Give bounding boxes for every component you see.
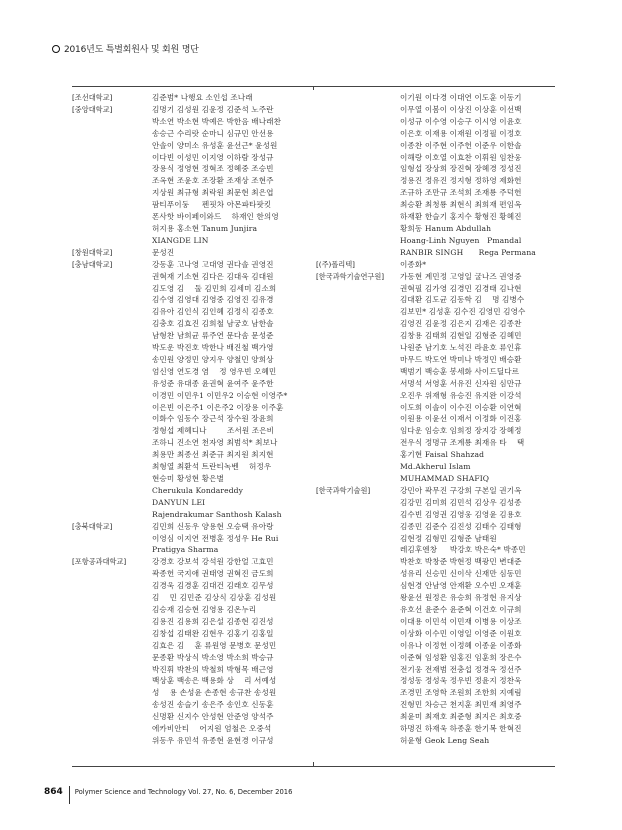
member-name-row: 최윤미 최재호 최준형 최지은 최호중 <box>400 712 522 722</box>
member-name-row: 성 용 손성윤 손종현 송규찬 송성원 <box>152 688 277 698</box>
member-names <box>152 92 312 104</box>
member-section <box>72 104 312 247</box>
member-name-row: 강경호 강보석 강석원 강한얼 고효민 <box>152 557 274 567</box>
member-name-row: 이상화 이수민 이영일 이영준 이원호 <box>400 628 522 638</box>
member-name-row: 이준혁 임성환 임홍진 임훈희 장은수 <box>400 652 522 662</box>
member-name-row: 남형찬 남희균 류주연 문다솜 문성준 <box>152 331 274 341</box>
member-name-row: 조하니 진소연 천자영 최범석* 최보나 <box>152 438 278 448</box>
member-name-row: 김용진 김용희 김은설 김종현 김진성 <box>152 616 274 626</box>
institution-label <box>316 92 400 259</box>
member-name-row: 김준범* 나행요 소인섭 조나래 <box>152 93 253 102</box>
member-name-row: 이도희 이솔이 이수진 이승환 이연혁 <box>400 402 522 412</box>
member-name-row: 김영진 김윤정 김은지 김재은 김종찬 <box>400 319 522 329</box>
page-number: 864 <box>44 787 63 797</box>
institution-label: [창원대학교] <box>72 247 113 257</box>
circle-bullet-icon <box>52 45 60 53</box>
member-name-row: 백범기 백승훈 봉세화 사이드딜다르 <box>400 366 520 376</box>
member-name-row: 김대환 김도균 김동학 김 명 김병수 <box>400 295 525 305</box>
member-name-row: 안솔이 양미소 유성훈 윤선근* 윤성원 <box>152 140 278 150</box>
member-name-row: 성유리 신승민 신이삭 신재만 심동민 <box>400 569 522 579</box>
member-name-row: 이대용 이민석 이민재 이병용 이상조 <box>400 616 522 626</box>
footer-divider <box>69 786 70 804</box>
member-name-row: 곽종헌 국지애 권태영 권혁진 금도희 <box>152 569 274 579</box>
member-name-row: 하명진 하재욱 하종훈 한기복 한혁진 <box>400 724 522 734</box>
institution-label: [(주)폴리텍] <box>316 259 355 269</box>
member-names <box>400 92 556 259</box>
member-name-row: 최용만 최종선 최준규 최지원 최지현 <box>152 450 274 460</box>
member-name-row: 이유나 이정헌 이정혜 이종윤 이종화 <box>400 640 522 650</box>
member-name-row: 임다운 임승호 임희정 장지강 장혜정 <box>400 426 522 436</box>
bottom-rule <box>72 766 555 767</box>
member-name-row: 김강민 김미희 김민석 김상우 김성종 <box>400 497 522 507</box>
member-name-row: 이성규 이수영 이승구 이시영 이윤호 <box>400 116 522 126</box>
member-name-row: 서명석 서영훈 서유진 신자원 심만규 <box>400 378 522 388</box>
member-section <box>316 259 556 271</box>
member-section <box>316 92 556 259</box>
member-name-row: 조경민 조영학 조원희 조한희 지예림 <box>400 688 522 698</box>
member-name-row: 김유아 김인식 김인혜 김정식 김종호 <box>152 307 274 317</box>
member-name-row: 김수빈 김영권 김영웅 김영윤 김용호 <box>400 509 522 519</box>
member-name-row: RANBIR SINGH Rega Permana <box>400 247 536 257</box>
member-name-row: 허지용 홍소현 Tanum Junjira <box>152 223 258 233</box>
member-name-row: 조옥현 조윤호 조장환 조재상 조현주 <box>152 176 274 186</box>
member-name-row: 강동훈 고나영 고대영 권다솔 권영진 <box>152 259 274 269</box>
member-name-row: 왕윤선 원정은 유승희 유정현 유지상 <box>400 593 522 603</box>
member-name-row: 송성진 송슬기 송은주 송인호 신동훈 <box>152 700 274 710</box>
member-name-row: 김현정 김형민 김형준 남태원 <box>400 533 497 543</box>
member-name-row: 박찬호 박창준 박현정 백광민 변대준 <box>400 557 522 567</box>
member-name-row: 김보민* 김성훈 김수진 김영민 김영수 <box>400 307 526 317</box>
right-column <box>316 92 556 747</box>
member-name-row: Cherukula Kondareddy <box>152 485 244 495</box>
member-name-row: 이경민 이민우1 이민우2 이승현 이영주* <box>152 390 288 400</box>
member-name-row: 심현경 안남영 안재환 오수빈 오재훈 <box>400 581 522 591</box>
member-name-row: 이영심 이지연 전병훈 정성우 He Rui <box>152 533 279 543</box>
member-name-row: 최형열 최환석 트란티녹벤 허정우 <box>152 462 272 472</box>
institution-label: [조선대학교] <box>72 93 113 102</box>
journal-citation: Polymer Science and Technology Vol. 27, No. 6, December 2016 <box>74 788 293 796</box>
member-name-row: Pratigya Sharma <box>152 545 219 555</box>
member-name-row: 김효은 김 훈 류원영 문병호 문성민 <box>152 640 277 650</box>
member-name-row: 현승미 황성현 황은별 <box>152 474 224 483</box>
member-name-row: 이무열 이봄이 이상진 이상훈 이선백 <box>400 104 522 114</box>
member-names <box>152 259 312 521</box>
institution-label: [포항공과대학교] <box>72 557 127 567</box>
member-name-row: 박진휘 박찬의 박철희 박형목 배근영 <box>152 664 274 674</box>
member-name-row: 권혁필 김가영 김경민 김경태 김나현 <box>400 283 522 293</box>
member-name-row: 박도운 박진호 박한나 배진철 백가영 <box>152 343 274 353</box>
member-name-row: 위동우 유민석 유종현 윤현경 이규성 <box>152 735 274 745</box>
member-names <box>152 521 312 557</box>
member-name-row: 권혁재 기소현 김다은 김대욱 김대원 <box>152 271 274 281</box>
member-name-row: 이은호 이재용 이재원 이정필 이정호 <box>400 128 522 138</box>
member-name-row: 폰사핫 바이페이와드 하재인 한의영 <box>152 212 279 222</box>
member-section <box>316 271 556 485</box>
member-name-row: MUHAMMAD SHAFIQ <box>400 474 490 483</box>
member-name-row: 김경욱 김경훈 김대건 김래호 김무성 <box>152 581 274 591</box>
member-name-row: 임형섭 장상희 장진혁 장혜경 정성진 <box>400 164 522 174</box>
member-section <box>72 521 312 557</box>
member-name-row: 황희동 Hanum Abdullah <box>400 223 492 233</box>
member-name-row: 전우식 정명규 조계룡 최재유 타 택 <box>400 438 525 448</box>
member-name-row: 이기원 이다경 이대연 이도훈 이동기 <box>400 93 522 102</box>
member-name-row: 조규하 조만규 조석희 조재룡 주덕헌 <box>400 188 522 198</box>
member-name-row: 가동현 계민정 고영일 굴나즈 권영중 <box>400 271 522 281</box>
member-name-row: 지상원 최규형 최락원 최문현 최은엽 <box>152 188 274 198</box>
institution-label: [충남대학교] <box>72 259 113 269</box>
member-name-row: 오진우 위재형 유승진 유지완 이강석 <box>400 390 522 400</box>
member-name-row: 정형섭 제혜디나 조서원 조은비 <box>152 426 275 436</box>
member-section <box>316 485 556 747</box>
member-name-row: 마무드 박도연 박미나 박정민 배승환 <box>400 354 522 364</box>
member-name-row: 최승환 최청룡 최현식 최희재 편임옥 <box>400 200 522 210</box>
member-name-row: 김도영 김 둘 김민희 김세미 김소희 <box>152 283 277 293</box>
member-name-row: Rajendrakumar Santhosh Kalash <box>152 509 282 519</box>
left-column <box>72 92 312 747</box>
member-name-row: 강민아 곽무진 구강희 구본일 권기옥 <box>400 485 522 495</box>
member-names <box>400 259 556 271</box>
member-name-row: 정용진 정유진 정지형 정하영 제화헌 <box>400 176 522 186</box>
member-name-row: 유호선 윤준수 윤준혁 이건호 이규희 <box>400 604 522 614</box>
bottom-center-tick <box>313 762 314 766</box>
member-name-row: 박소연 박소현 박예은 박한음 배나래찬 <box>152 116 282 126</box>
member-section <box>72 556 312 747</box>
member-name-row: 문종환 박상식 박소영 박소희 박승규 <box>152 652 274 662</box>
member-name-row: 이다빈 이성민 이지영 이하람 장성규 <box>152 152 274 162</box>
member-name-row: 하재환 한슬기 홍지수 황형진 황혜진 <box>400 212 522 222</box>
member-name-row: 김 민 김민준 김상식 김상훈 김성원 <box>152 593 277 603</box>
member-name-row: 엄신영 연도경 염 정 영우빈 오혜민 <box>152 366 277 376</box>
member-name-row: XIANGDE LIN <box>152 235 209 245</box>
member-name-row: 진형민 차승근 천지훈 최민재 최영주 <box>400 700 522 710</box>
member-name-row: 이은빈 이은주1 이은주2 이장용 이주훈 <box>152 402 284 412</box>
member-section <box>72 247 312 259</box>
institution-label: [충북대학교] <box>72 521 113 531</box>
institution-label: [한국과학기술연구원] <box>316 271 385 281</box>
member-names <box>152 556 312 747</box>
member-name-row: 이종화* <box>400 259 427 269</box>
member-name-row: 홍기현 Faisal Shahzad <box>400 450 485 460</box>
member-name-row: 이화수 임동수 장근석 장수원 장윤희 <box>152 414 274 424</box>
member-name-row: 김명기 김성원 김윤정 김준석 노주란 <box>152 104 274 114</box>
page-header <box>52 42 199 55</box>
member-name-row: 이원용 이윤선 이재서 이정화 이진홍 <box>400 414 522 424</box>
member-name-row: 송민원 양정민 양지우 양철민 양희상 <box>152 354 274 364</box>
member-name-row: 문성진 <box>152 247 175 257</box>
institution-label: [중앙대학교] <box>72 104 113 114</box>
member-name-row: 송승근 수리랏 순마니 심규민 안선용 <box>152 128 274 138</box>
member-names <box>152 104 312 247</box>
member-name-row: 유성준 유대종 윤권혁 윤여주 윤주한 <box>152 378 274 388</box>
member-names <box>400 271 556 485</box>
member-name-row: 김수영 김영대 김영중 김영진 김유경 <box>152 295 274 305</box>
member-name-row: 나원준 남기호 노석진 라윤호 류인휴 <box>400 343 522 353</box>
member-section <box>72 92 312 104</box>
member-name-row: 팜티푸이둥 펜핏차 아몬파타팟킷 <box>152 200 272 210</box>
member-name-row: 김창섭 김태완 김현우 김홍기 김홍일 <box>152 628 274 638</box>
member-name-row: 김창용 김태희 김현일 김형준 김혜민 <box>400 331 522 341</box>
member-name-row: 이해랑 이호열 이효찬 이휘원 임찬웅 <box>400 152 522 162</box>
member-names <box>400 485 556 747</box>
header-title: 2016년도 특별회원사 및 회원 명단 <box>64 45 199 55</box>
member-name-row: Hoang-Linh Nguyen Pmandal <box>400 235 522 245</box>
member-name-row: 김승재 김승현 김영용 김온누리 <box>152 604 257 614</box>
member-name-row: 이종찬 이주현 이주헌 이준우 이한솔 <box>400 140 522 150</box>
member-name-row: 김민희 신동우 양용현 오승택 유아랑 <box>152 521 274 531</box>
member-name-row: Md.Akherul Islam <box>400 462 471 472</box>
member-name-row: 김종민 김준수 김진성 김태수 김태형 <box>400 521 522 531</box>
member-name-row: 에카비안티 어지원 엄철은 오중석 <box>152 724 272 734</box>
member-name-row: 전기웅 전재범 전충섭 정경옥 정선주 <box>400 664 522 674</box>
institution-label: [한국과학기술원] <box>316 485 371 495</box>
top-center-tick <box>313 86 314 90</box>
member-name-row: DANYUN LEI <box>152 497 206 507</box>
member-name-row: 레김후엔창 박강호 박은숙* 박종민 <box>400 545 526 555</box>
member-name-row: 김충호 김효진 김희철 남궁호 남한솔 <box>152 319 274 329</box>
member-section <box>72 259 312 521</box>
member-name-row: 정성동 정성욱 정우빈 정윤지 정찬욱 <box>400 676 522 686</box>
member-name-row: 장용식 정영현 정혁조 정혜중 조승빈 <box>152 164 274 174</box>
member-name-row: 백상훈 백송은 백용화 상 리 서예성 <box>152 676 277 686</box>
member-names <box>152 247 312 259</box>
member-name-row: 신명환 신지수 안성현 안준영 양석주 <box>152 712 274 722</box>
page-footer <box>44 786 292 804</box>
member-name-row: 허윤형 Geok Leng Seah <box>400 735 490 745</box>
